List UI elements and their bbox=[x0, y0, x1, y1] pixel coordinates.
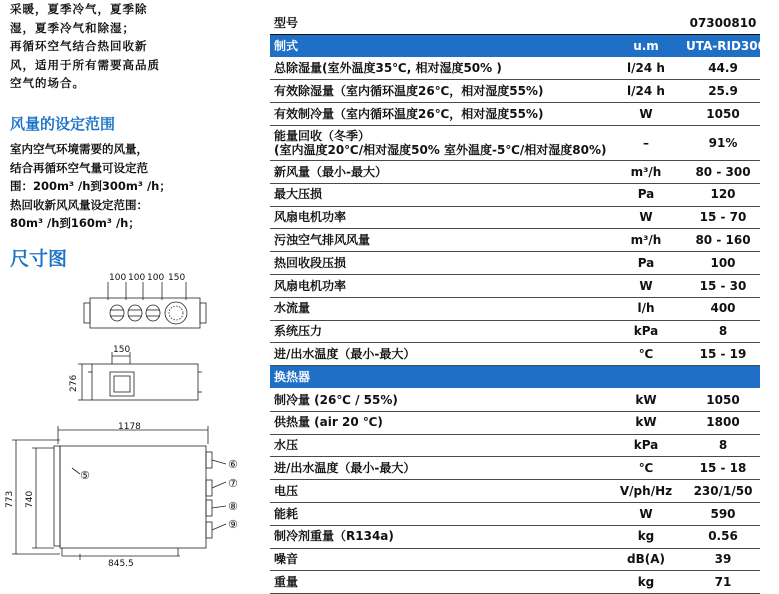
front-dim-width: 1178 bbox=[118, 422, 141, 432]
dimension-heading: 尺寸图 bbox=[10, 248, 68, 270]
spec-row bbox=[270, 252, 760, 275]
spec-row bbox=[270, 12, 760, 34]
spec-label: 制冷量 (26℃ / 55%) bbox=[270, 388, 606, 411]
spec-row bbox=[270, 457, 760, 480]
spec-label: 热回收段压损 bbox=[270, 252, 606, 275]
spec-unit: kPa bbox=[606, 434, 686, 457]
spec-unit: dB(A) bbox=[606, 548, 686, 571]
fan-line: 热回收新风风量设定范围： bbox=[10, 197, 148, 212]
spec-value: 71 bbox=[686, 571, 760, 594]
side-dim-top: 150 bbox=[113, 345, 131, 355]
fan-range-text bbox=[10, 140, 190, 233]
spec-unit: – bbox=[606, 125, 686, 160]
spec-row bbox=[270, 183, 760, 206]
spec-unit: kW bbox=[606, 388, 686, 411]
spec-value: 120 bbox=[686, 183, 760, 206]
spec-label: 进/出水温度（最小-最大） bbox=[270, 343, 606, 366]
spec-row bbox=[270, 502, 760, 525]
front-dim-height-inner: 740 bbox=[25, 490, 35, 508]
spec-value: 15 - 30 bbox=[686, 274, 760, 297]
spec-unit: m³/h bbox=[606, 160, 686, 183]
intro-line: 空气的场合。 bbox=[10, 76, 85, 90]
spec-value: 590 bbox=[686, 502, 760, 525]
spec-value: 8 bbox=[686, 434, 760, 457]
spec-label: 型号 bbox=[270, 12, 606, 34]
spec-unit: ℃ bbox=[606, 457, 686, 480]
spec-value: 0.56 bbox=[686, 525, 760, 548]
spec-row bbox=[270, 571, 760, 594]
spec-row bbox=[270, 388, 760, 411]
spec-label: 风扇电机功率 bbox=[270, 206, 606, 229]
spec-label: 重量 bbox=[270, 571, 606, 594]
spec-row bbox=[270, 160, 760, 183]
spec-value: 25.9 bbox=[686, 80, 760, 103]
spec-unit: W bbox=[606, 103, 686, 126]
spec-label: 最大压损 bbox=[270, 183, 606, 206]
fan-range-heading: 风量的设定范围 bbox=[10, 115, 116, 133]
callout-5: ⑤ bbox=[80, 469, 90, 482]
spec-value: 15 - 19 bbox=[686, 343, 760, 366]
spec-label: 进/出水温度（最小-最大） bbox=[270, 457, 606, 480]
spec-unit: l/24 h bbox=[606, 57, 686, 80]
intro-text bbox=[10, 0, 190, 93]
front-view-drawing bbox=[12, 426, 226, 560]
spec-row bbox=[270, 480, 760, 503]
spec-value: 07300810 bbox=[686, 12, 760, 34]
spec-unit bbox=[606, 366, 686, 389]
spec-label-line: (室内温度20℃/相对湿度50% 室外温度-5℃/相对湿度80%) bbox=[274, 142, 607, 157]
spec-value: 100 bbox=[686, 252, 760, 275]
spec-value: UTA-RID300-4 bbox=[686, 34, 760, 57]
spec-value: 80 - 300 bbox=[686, 160, 760, 183]
spec-label: 污浊空气排风风量 bbox=[270, 229, 606, 252]
spec-value: 15 - 18 bbox=[686, 457, 760, 480]
left-column bbox=[0, 0, 262, 569]
spec-label: 水压 bbox=[270, 434, 606, 457]
intro-line: 采暖，夏季冷气，夏季除 bbox=[10, 2, 148, 16]
spec-row bbox=[270, 343, 760, 366]
spec-unit: ℃ bbox=[606, 343, 686, 366]
spec-label: 噪音 bbox=[270, 548, 606, 571]
spec-value: 230/1/50 bbox=[686, 480, 760, 503]
spec-unit: kg bbox=[606, 571, 686, 594]
intro-line: 风，适用于所有需要高品质 bbox=[10, 57, 160, 72]
spec-value bbox=[686, 366, 760, 389]
callout-6: ⑥ bbox=[228, 458, 238, 471]
top-dim-3: 100 bbox=[147, 273, 165, 283]
front-dim-height-outer: 773 bbox=[5, 490, 15, 508]
spec-unit: Pa bbox=[606, 183, 686, 206]
spec-label: 系统压力 bbox=[270, 320, 606, 343]
top-dim-1: 100 bbox=[109, 273, 127, 283]
fan-line: 80m³ /h到160m³ /h； bbox=[10, 216, 140, 230]
spec-value: 80 - 160 bbox=[686, 229, 760, 252]
callout-8: ⑧ bbox=[228, 500, 238, 513]
side-view-drawing bbox=[78, 352, 202, 400]
spec-row bbox=[270, 206, 760, 229]
spec-unit: l/24 h bbox=[606, 80, 686, 103]
spec-unit: W bbox=[606, 274, 686, 297]
spec-unit: Pa bbox=[606, 252, 686, 275]
spec-value: 39 bbox=[686, 548, 760, 571]
spec-value: 1050 bbox=[686, 103, 760, 126]
spec-label-line: 能量回收（冬季） bbox=[274, 128, 371, 143]
spec-unit: m³/h bbox=[606, 229, 686, 252]
dimension-drawings bbox=[0, 268, 262, 569]
top-dim-2: 100 bbox=[128, 273, 146, 283]
spec-row bbox=[270, 80, 760, 103]
spec-value: 400 bbox=[686, 297, 760, 320]
spec-label: 换热器 bbox=[270, 366, 606, 389]
spec-unit: u.m bbox=[606, 34, 686, 57]
spec-value: 91% bbox=[686, 125, 760, 160]
spec-label bbox=[270, 125, 606, 160]
intro-line: 湿，夏季冷气和除湿； bbox=[10, 20, 135, 35]
spec-row bbox=[270, 525, 760, 548]
spec-value: 1800 bbox=[686, 411, 760, 434]
callout-9: ⑨ bbox=[228, 518, 238, 531]
spec-label: 制式 bbox=[270, 34, 606, 57]
spec-value: 44.9 bbox=[686, 57, 760, 80]
spec-label: 总除湿量(室外温度35℃, 相对湿度50% ) bbox=[270, 57, 606, 80]
spec-unit: W bbox=[606, 206, 686, 229]
spec-label: 供热量 (air 20 ℃) bbox=[270, 411, 606, 434]
spec-unit: V/ph/Hz bbox=[606, 480, 686, 503]
spec-label: 新风量（最小-最大） bbox=[270, 160, 606, 183]
side-dim-height: 276 bbox=[69, 374, 79, 392]
spec-value: 1050 bbox=[686, 388, 760, 411]
spec-row bbox=[270, 366, 760, 389]
front-dim-bottom: 845.5 bbox=[108, 559, 134, 569]
spec-unit: kg bbox=[606, 525, 686, 548]
spec-row bbox=[270, 411, 760, 434]
spec-label: 有效除湿量（室内循环温度26℃，相对湿度55%) bbox=[270, 80, 606, 103]
spec-unit: kW bbox=[606, 411, 686, 434]
spec-value: 8 bbox=[686, 320, 760, 343]
spec-label: 风扇电机功率 bbox=[270, 274, 606, 297]
fan-line: 结合再循环空气量可设定范 bbox=[10, 160, 148, 175]
spec-label: 制冷剂重量（R134a) bbox=[270, 525, 606, 548]
spec-unit: l/h bbox=[606, 297, 686, 320]
top-view-drawing bbox=[84, 282, 206, 328]
spec-table-body bbox=[270, 12, 779, 594]
spec-row bbox=[270, 57, 760, 80]
fan-line: 围：200m³ /h到300m³ /h； bbox=[10, 179, 171, 193]
spec-row bbox=[270, 34, 760, 57]
intro-line: 再循环空气结合热回收新 bbox=[10, 39, 148, 53]
spec-table bbox=[270, 12, 779, 594]
spec-row bbox=[270, 274, 760, 297]
spec-value: 15 - 70 bbox=[686, 206, 760, 229]
spec-row bbox=[270, 434, 760, 457]
spec-label: 电压 bbox=[270, 480, 606, 503]
spec-row bbox=[270, 125, 760, 160]
fan-line: 室内空气环境需要的风量， bbox=[10, 142, 148, 156]
spec-label: 水流量 bbox=[270, 297, 606, 320]
spec-unit: W bbox=[606, 502, 686, 525]
spec-row bbox=[270, 320, 760, 343]
callout-7: ⑦ bbox=[228, 477, 238, 490]
spec-label: 有效制冷量（室内循环温度26℃，相对湿度55%) bbox=[270, 103, 606, 126]
spec-unit: kPa bbox=[606, 320, 686, 343]
spec-label: 能耗 bbox=[270, 502, 606, 525]
spec-row bbox=[270, 103, 760, 126]
spec-unit bbox=[606, 12, 686, 34]
spec-row bbox=[270, 297, 760, 320]
top-dim-4: 150 bbox=[168, 273, 186, 283]
spec-row bbox=[270, 548, 760, 571]
spec-row bbox=[270, 229, 760, 252]
